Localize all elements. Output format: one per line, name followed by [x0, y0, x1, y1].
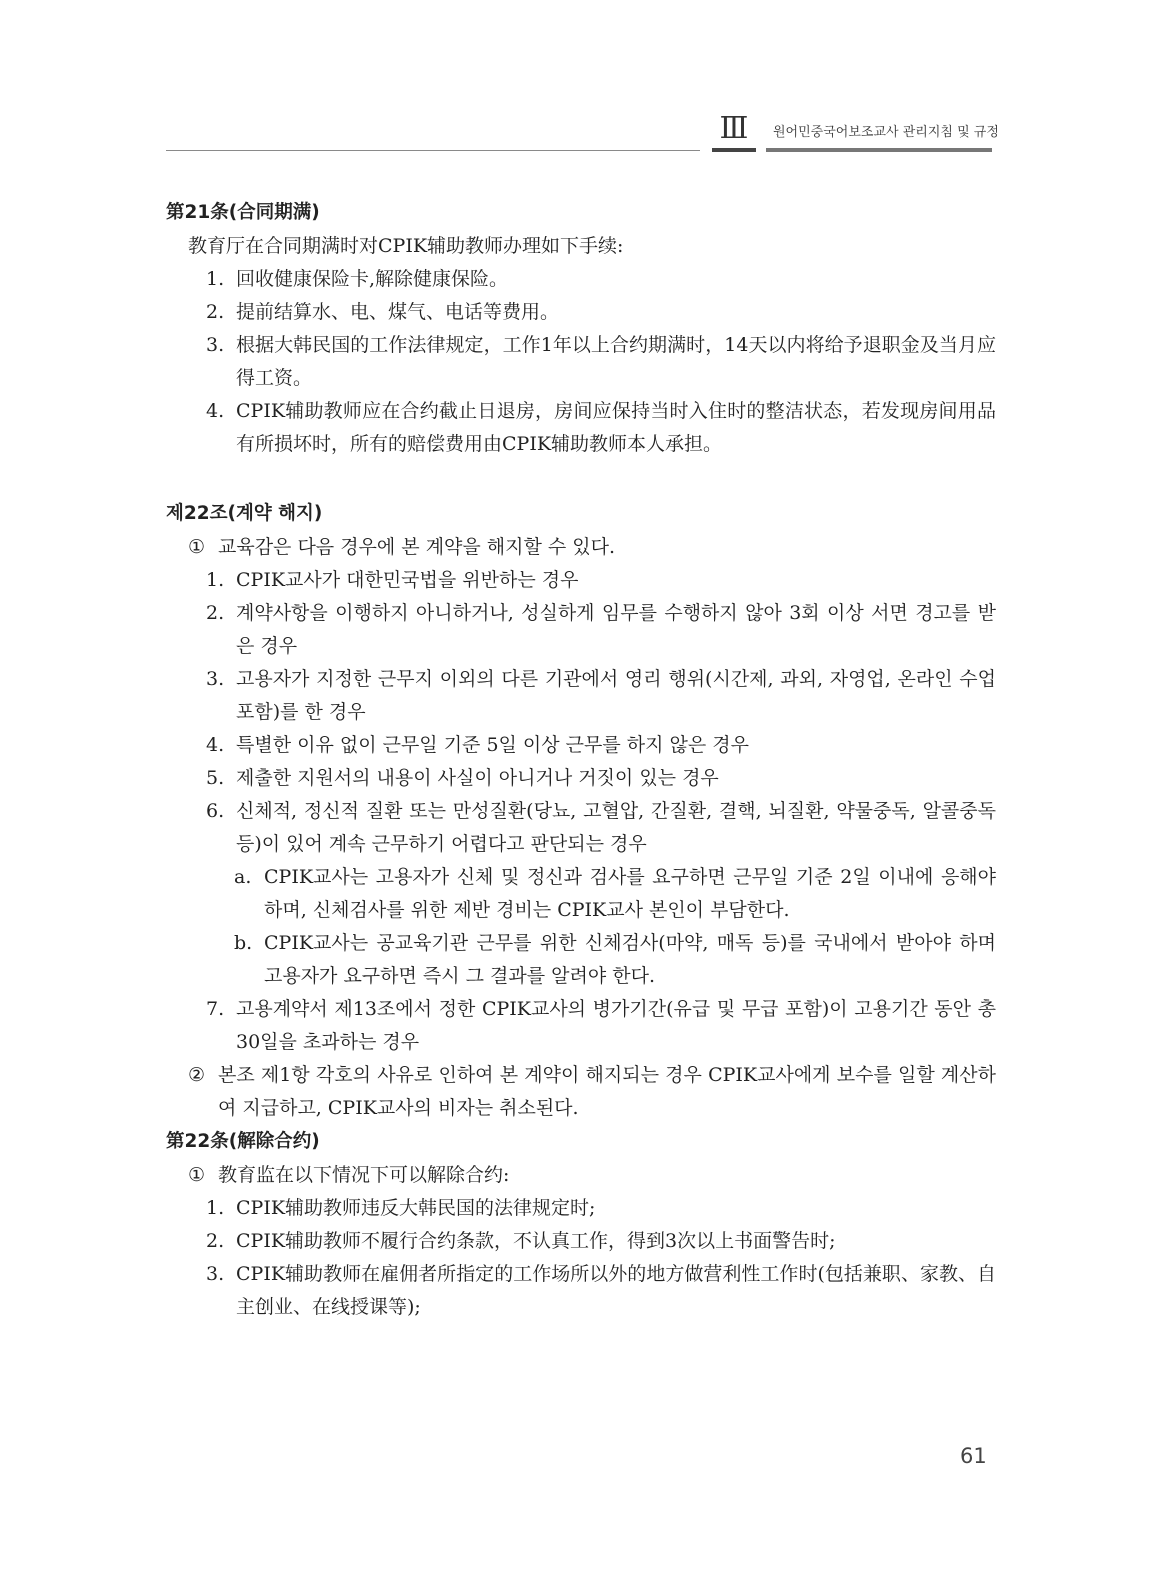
sub-item-letter: a.	[234, 866, 252, 888]
item-number: 1.	[206, 1197, 225, 1219]
item-text: 고용계약서 제13조에서 정한 CPIK교사의 병가기간(유급 및 무급 포함)이 고용기간 동안 총 30일을 초과하는 경우	[236, 998, 996, 1053]
item-number: 4.	[206, 734, 225, 756]
page-body	[166, 196, 996, 1324]
section-heading: 제22조(계약 해지)	[166, 503, 323, 524]
item-text: CPIK辅助教师违反大韩民国的法律规定时;	[236, 1197, 596, 1219]
list-item	[166, 263, 996, 296]
sub-item-text: CPIK교사는 고용자가 신체 및 정신과 검사를 요구하면 근무일 기준 2일 이내에 응해야 하며, 신체검사를 위한 제반 경비는 CPIK교사 본인이 부담한다.	[264, 866, 996, 921]
chapter-roman-underline	[712, 148, 756, 152]
item-text: 특별한 이유 없이 근무일 기준 5일 이상 근무를 하지 않은 경우	[236, 734, 749, 756]
item-text: 回收健康保险卡,解除健康保险。	[236, 268, 509, 290]
list-item	[166, 1225, 996, 1258]
list-item	[166, 1258, 996, 1324]
item-text: CPIK辅助教师不履行合约条款，不认真工作，得到3次以上书面警告时;	[236, 1230, 836, 1252]
sub-list-item	[166, 861, 996, 927]
clause-text: 교육감은 다음 경우에 본 계약을 해지할 수 있다.	[218, 536, 616, 558]
section-21-cn	[166, 196, 996, 461]
item-number: 1.	[206, 268, 225, 290]
list-item	[166, 395, 996, 461]
sub-item-text: CPIK교사는 공교육기관 근무를 위한 신체검사(마약, 매독 등)를 국내에서 받아야 하며 고용자가 요구하면 즉시 그 결과를 알려야 한다.	[264, 932, 996, 987]
clause-text: 教育监在以下情况下可以解除合约:	[218, 1164, 510, 1186]
item-number: 1.	[206, 569, 225, 591]
section-22-kr	[166, 497, 996, 1125]
item-text: 提前结算水、电、煤气、电话等费用。	[236, 301, 560, 323]
item-text: 고용자가 지정한 근무지 이외의 다른 기관에서 영리 행위(시간제, 과외, 자영업, 온라인 수업 포함)를 한 경우	[236, 668, 996, 723]
list-item	[166, 663, 996, 729]
list-item	[166, 296, 996, 329]
section-heading: 第21条(合同期满)	[166, 202, 320, 223]
list-item	[166, 1192, 996, 1225]
sub-list-item	[166, 927, 996, 993]
list-item	[166, 993, 996, 1059]
item-text: 根据大韩民国的工作法律规定，工作1年以上合约期满时，14天以内将给予退职金及当月应得工资。	[236, 334, 996, 389]
chapter-roman-numeral: Ⅲ	[719, 111, 749, 146]
clause-number: ②	[188, 1064, 206, 1086]
running-header-title: 원어민중국어보조교사 관리지침 및 규정	[773, 125, 999, 140]
item-text: 계약사항을 이행하지 아니하거나, 성실하게 임무를 수행하지 않아 3회 이상 서면 경고를 받은 경우	[236, 602, 996, 657]
item-text: CPIK교사가 대한민국법을 위반하는 경우	[236, 569, 579, 591]
page-number: 61	[960, 1444, 987, 1468]
clause-item	[166, 1059, 996, 1125]
item-number: 2.	[206, 602, 225, 624]
item-number: 5.	[206, 767, 225, 789]
section-heading: 第22条(解除合约)	[166, 1131, 320, 1152]
clause-number: ①	[188, 536, 206, 558]
section-22-cn	[166, 1125, 996, 1324]
item-text: 제출한 지원서의 내용이 사실이 아니거나 거짓이 있는 경우	[236, 767, 719, 789]
section-spacer	[166, 461, 996, 497]
sub-item-letter: b.	[234, 932, 253, 954]
section-intro: 教育厅在合同期满时对CPIK辅助教师办理如下手续:	[188, 235, 624, 257]
list-item	[166, 795, 996, 861]
clause-item	[166, 1159, 996, 1192]
list-item	[166, 329, 996, 395]
list-item	[166, 729, 996, 762]
list-item	[166, 597, 996, 663]
item-text: CPIK辅助教师应在合约截止日退房，房间应保持当时入住时的整洁状态，若发现房间用品有所损坏时，所有的赔偿费用由CPIK辅助教师本人承担。	[236, 400, 996, 455]
clause-number: ①	[188, 1164, 206, 1186]
item-number: 3.	[206, 1263, 225, 1285]
list-item	[166, 762, 996, 795]
item-text: CPIK辅助教师在雇佣者所指定的工作场所以外的地方做营利性工作时(包括兼职、家教、自主创业、在线授课等);	[236, 1263, 996, 1318]
item-number: 7.	[206, 998, 225, 1020]
item-number: 4.	[206, 400, 225, 422]
item-number: 6.	[206, 800, 225, 822]
header-rule-left	[166, 150, 700, 151]
clause-item	[166, 531, 996, 564]
item-number: 2.	[206, 1230, 225, 1252]
item-number: 2.	[206, 301, 225, 323]
list-item	[166, 564, 996, 597]
clause-text: 본조 제1항 각호의 사유로 인하여 본 계약이 해지되는 경우 CPIK교사에게 보수를 일할 계산하여 지급하고, CPIK교사의 비자는 취소된다.	[218, 1064, 996, 1119]
item-number: 3.	[206, 334, 225, 356]
item-number: 3.	[206, 668, 225, 690]
item-text: 신체적, 정신적 질환 또는 만성질환(당뇨, 고혈압, 간질환, 결핵, 뇌질환, 약물중독, 알콜중독 등)이 있어 계속 근무하기 어렵다고 판단되는 경우	[236, 800, 996, 855]
header-rule-right	[766, 148, 992, 152]
